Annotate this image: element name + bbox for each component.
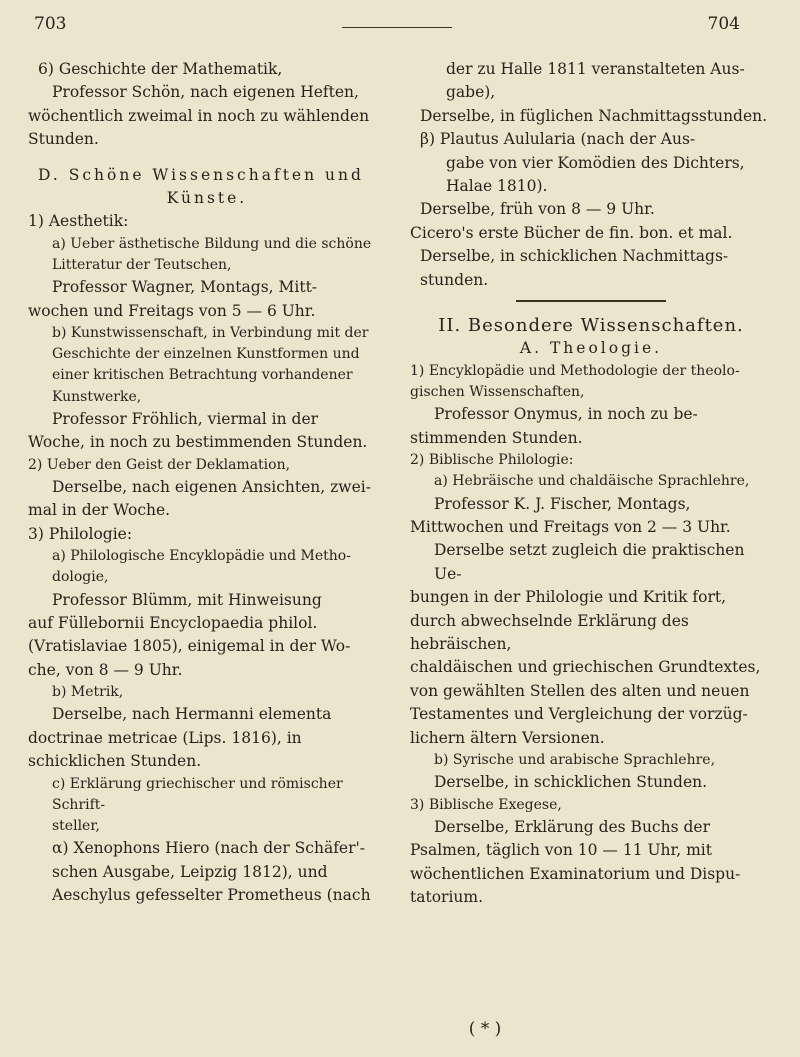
text-line: Mittwochen und Freitags von 2 — 3 Uhr. xyxy=(410,517,731,536)
text-line: von gewählten Stellen des alten und neuen xyxy=(410,681,750,700)
text-line: mal in der Woche. xyxy=(28,501,171,520)
text-line: Litteratur der Teutschen, xyxy=(52,257,232,274)
text-line: schicklichen Stunden. xyxy=(28,752,202,771)
text-line: Professor Wagner, Montags, Mitt- xyxy=(52,278,318,297)
text-line: Derselbe, in füglichen Nachmittagsstunden. xyxy=(420,106,768,125)
sub-item: b) Syrische und arabische Sprachlehre, xyxy=(434,751,716,768)
text-line: gischen Wissenschaften, xyxy=(410,384,585,401)
section-item: 3) Philologie: xyxy=(28,524,133,543)
text-line: Aeschylus gefesselter Prometheus (nach xyxy=(52,885,371,904)
text-line: Professor Fröhlich, viermal in der xyxy=(52,409,319,428)
sub-item: b) Kunstwissenschaft, in Verbindung mit der xyxy=(52,325,369,342)
text-line: Professor K. J. Fischer, Montags, xyxy=(434,494,691,513)
text-line: Derselbe, Erklärung des Buchs der xyxy=(434,817,710,836)
section-item: 3) Biblische Exegese, xyxy=(410,796,562,813)
text-line: lichern ältern Versionen. xyxy=(410,728,605,747)
section-heading-cont: Künste. xyxy=(166,189,248,208)
text-line: Professor Schön, nach eigenen Heften, xyxy=(52,83,359,102)
section-heading: D. Schöne Wissenschaften und xyxy=(38,165,364,184)
sub-item: a) Ueber ästhetische Bildung und die schöne xyxy=(52,235,372,252)
text-line: Derselbe, nach eigenen Ansichten, zwei- xyxy=(52,477,371,496)
signature-mark: ( * ) xyxy=(468,1019,502,1039)
section-item: 1) Aesthetik: xyxy=(28,212,129,231)
text-line: dologie, xyxy=(52,569,109,586)
text-line: schen Ausgabe, Leipzig 1812), und xyxy=(52,862,328,881)
text-line: wochen und Freitags von 5 — 6 Uhr. xyxy=(28,301,316,320)
sub-item: a) Philologische Encyklopädie und Metho- xyxy=(52,548,351,565)
text-line: wöchentlich zweimal in noch zu wählenden xyxy=(28,106,370,125)
text-line: wöchentlichen Examinatorium und Dispu- xyxy=(410,864,741,883)
text-line: gabe), xyxy=(446,83,496,102)
sub-item: b) Metrik, xyxy=(52,684,124,701)
sub-sub-item: β) Plautus Aulularia (nach der Aus- xyxy=(420,130,696,149)
left-column xyxy=(28,58,386,907)
section-divider-rule xyxy=(516,300,666,302)
text-line: Derselbe, nach Hermanni elementa xyxy=(52,705,332,724)
text-line: che, von 8 — 9 Uhr. xyxy=(28,660,183,679)
subsection-heading: A. Theologie. xyxy=(519,339,663,358)
left-page-number: 703 xyxy=(34,14,67,34)
sub-sub-item: α) Xenophons Hiero (nach der Schäfer'- xyxy=(52,839,366,858)
text-line: auf Füllebornii Encyclopaedia philol. xyxy=(28,613,318,632)
text-line: tatorium. xyxy=(410,888,484,906)
section-item: 2) Ueber den Geist der Deklamation, xyxy=(28,456,291,473)
text-line: chaldäischen und griechischen Grundtextes, xyxy=(410,658,761,677)
right-column xyxy=(410,58,772,909)
text-line: Halae 1810). xyxy=(446,177,548,196)
section-item: 6) Geschichte der Mathematik, xyxy=(38,60,283,78)
section-heading: II. Besondere Wissenschaften. xyxy=(438,315,744,337)
text-line: Psalmen, täglich von 10 — 11 Uhr, mit xyxy=(410,841,712,860)
text-line: Cicero's erste Bücher de fin. bon. et mal. xyxy=(410,223,733,242)
text-line: Derselbe setzt zugleich die praktischen Ue- xyxy=(434,541,745,583)
text-line: Derselbe, in schicklichen Nachmittags- xyxy=(420,247,729,266)
text-line: Professor Blümm, mit Hinweisung xyxy=(52,590,322,609)
text-line: steller, xyxy=(52,817,100,834)
text-line: stimmenden Stunden. xyxy=(410,428,583,447)
text-line: stunden. xyxy=(420,270,489,289)
text-line: Derselbe, in schicklichen Stunden. xyxy=(434,773,708,792)
text-line: Professor Onymus, in noch zu be- xyxy=(434,405,698,424)
section-item: 1) Encyklopädie und Methodologie der theolo- xyxy=(410,362,740,379)
text-line: Kunstwerke, xyxy=(52,388,142,405)
text-line: doctrinae metricae (Lips. 1816), in xyxy=(28,728,302,747)
text-line: einer kritischen Betrachtung vorhandener xyxy=(52,367,353,384)
text-line: Geschichte der einzelnen Kunstformen und xyxy=(52,346,360,363)
text-line: gabe von vier Komödien des Dichters, xyxy=(446,153,745,172)
text-line: Testamentes und Vergleichung der vorzüg- xyxy=(410,705,748,724)
text-line: durch abwechselnde Erklärung des hebräischen, xyxy=(410,611,689,653)
text-line: der zu Halle 1811 veranstalteten Aus- xyxy=(446,60,745,78)
text-line: Stunden. xyxy=(28,130,99,149)
text-line: Derselbe, früh von 8 — 9 Uhr. xyxy=(420,200,655,219)
section-item: 2) Biblische Philologie: xyxy=(410,452,574,469)
sub-item: c) Erklärung griechischer und römischer Schrift- xyxy=(52,775,343,813)
text-line: Woche, in noch zu bestimmenden Stunden. xyxy=(28,433,368,452)
sub-item: a) Hebräische und chaldäische Sprachlehre, xyxy=(434,473,750,490)
text-line: bungen in der Philologie und Kritik fort, xyxy=(410,588,727,607)
right-page-number: 704 xyxy=(707,14,740,34)
header-rule xyxy=(342,27,452,28)
text-line: (Vratislaviae 1805), einigemal in der Wo- xyxy=(28,637,351,656)
